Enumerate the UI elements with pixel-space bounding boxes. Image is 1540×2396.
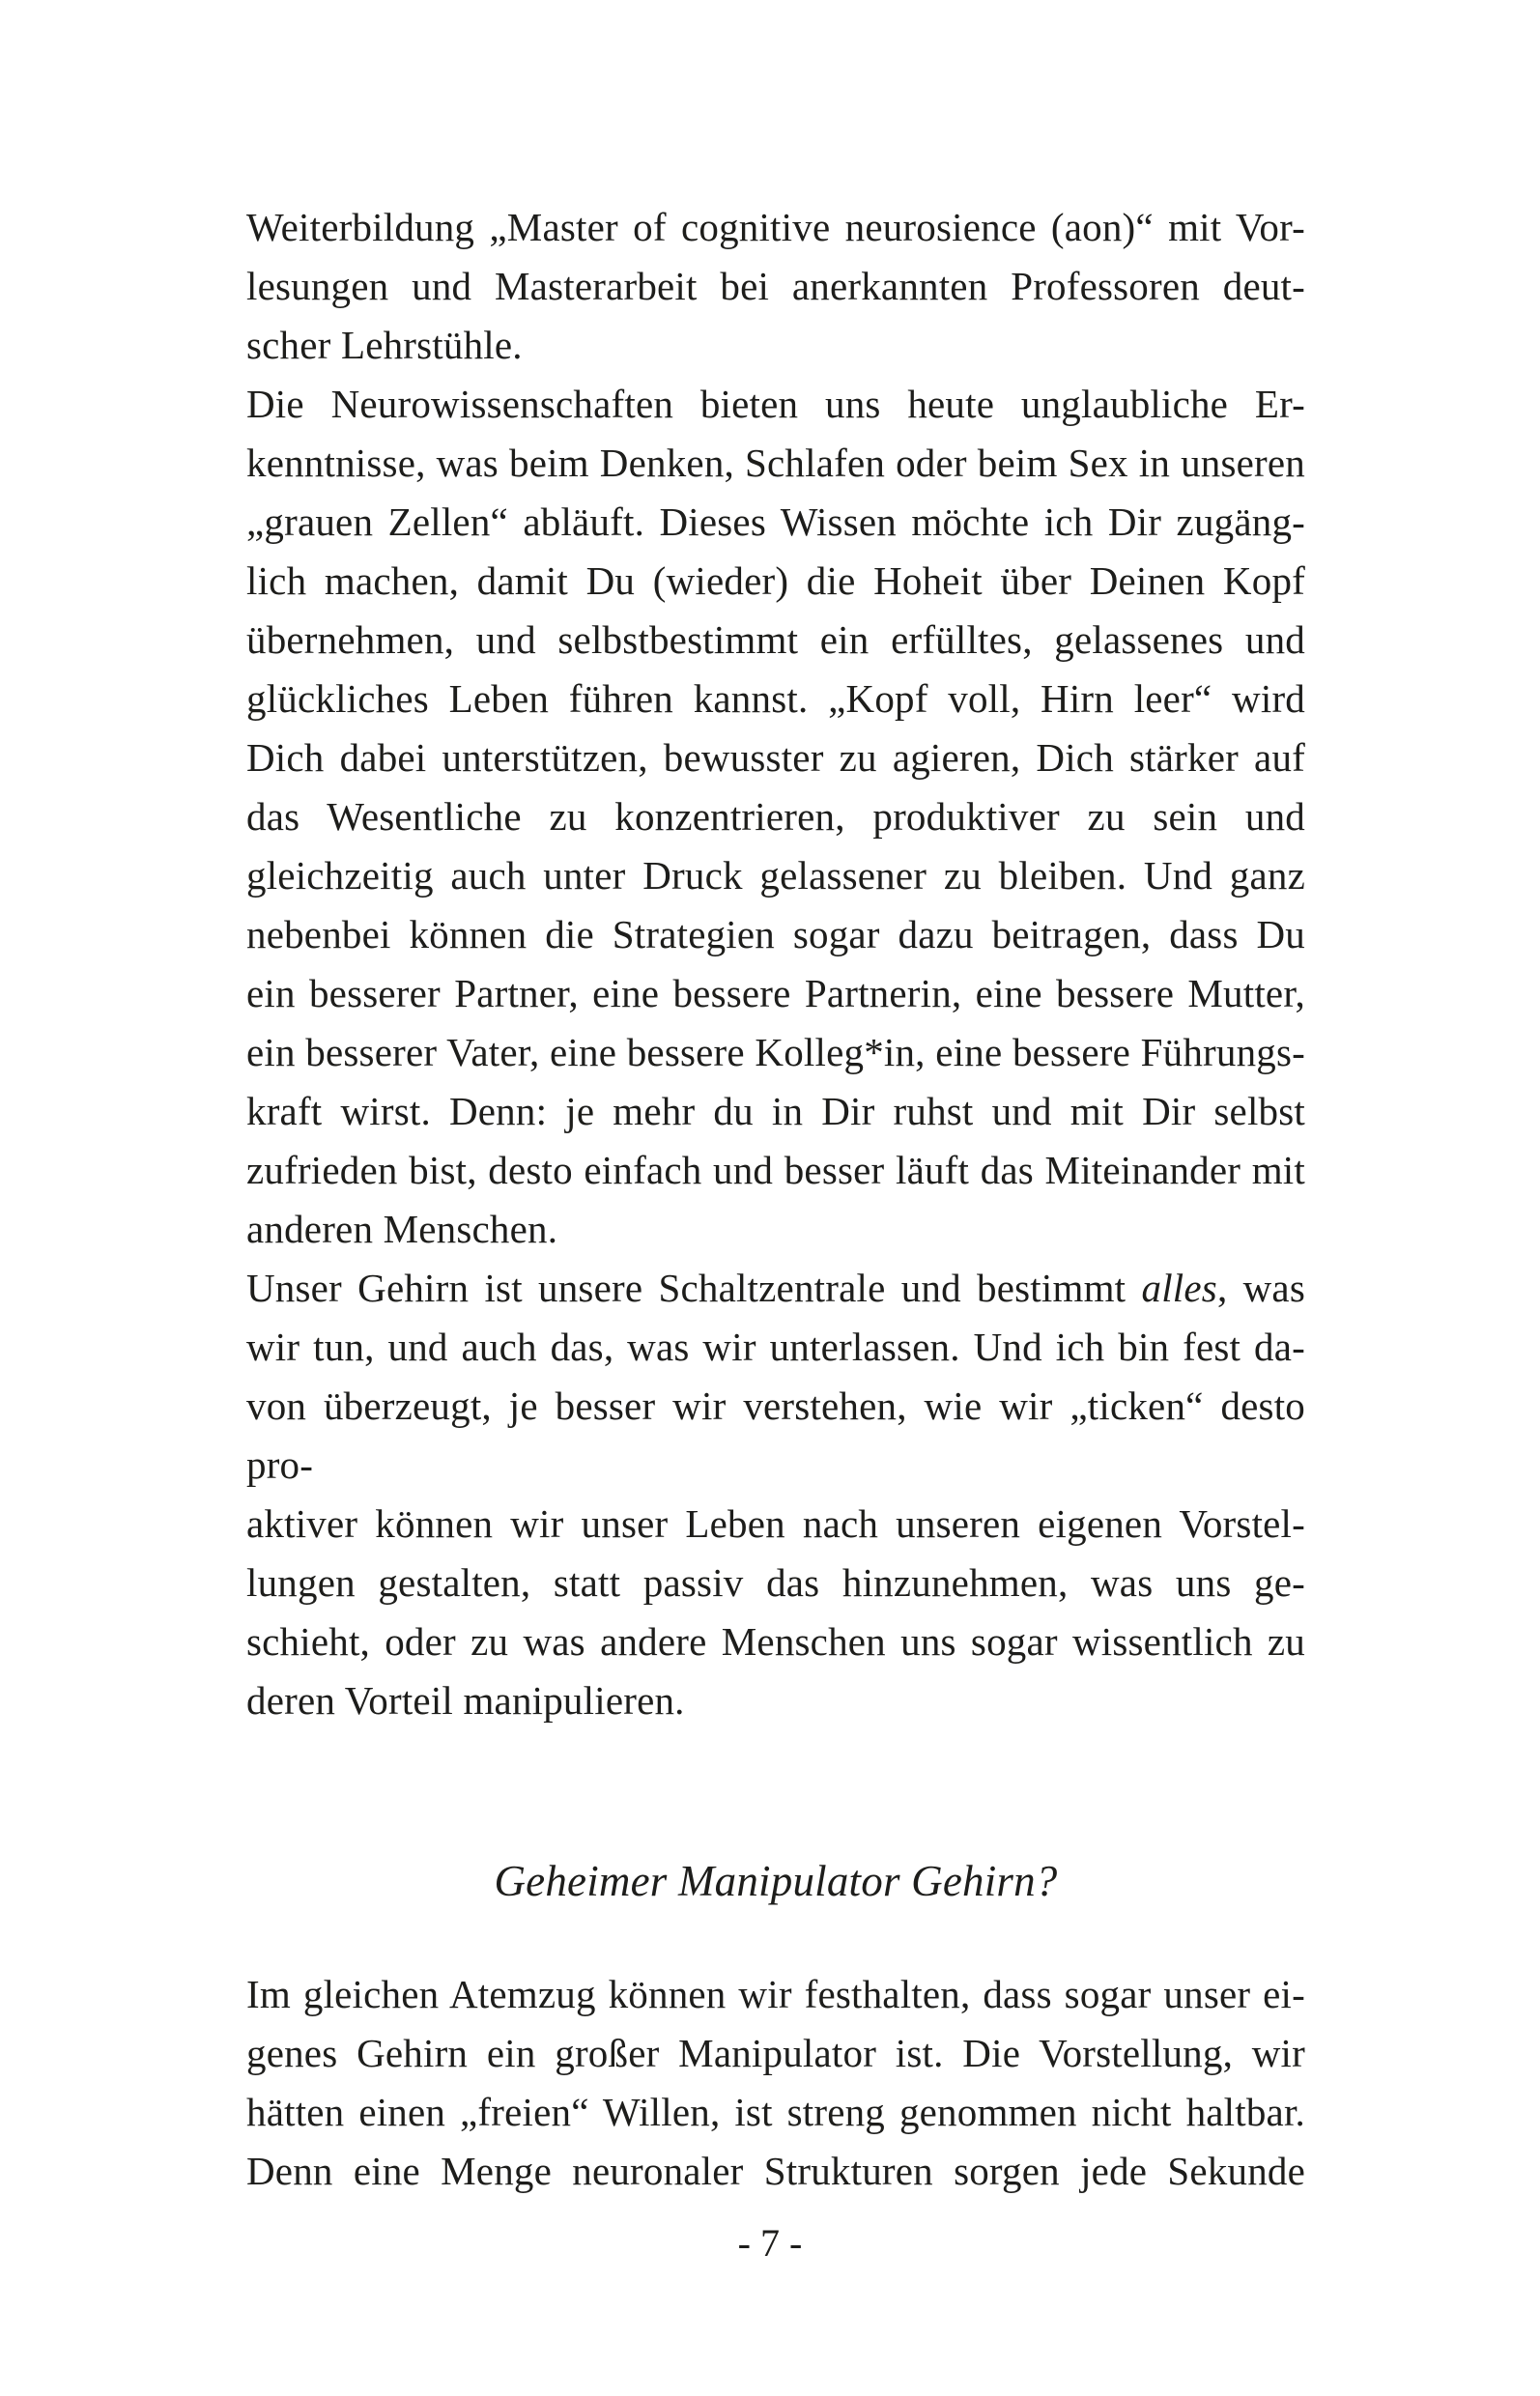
text-line: Die Neurowissenschaften bieten uns heute unglaubliche Er- [246,382,1305,426]
text-line: ein besserer Vater, eine bessere Kolleg*in, eine bessere Führungs- [246,1030,1305,1074]
paragraph-2 [246,375,1305,1259]
text-line: gleichzeitig auch unter Druck gelassener zu bleiben. Und ganz [246,853,1305,898]
text-line: genes Gehirn ein großer Manipulator ist. Die Vorstellung, wir [246,2031,1305,2075]
text-line: ein besserer Partner, eine bessere Partnerin, eine bessere Mutter, [246,971,1305,1015]
text-line: kraft wirst. Denn: je mehr du in Dir ruhst und mit Dir selbst [246,1089,1305,1133]
text-line: zufrieden bist, desto einfach und besser läuft das Miteinander mit [246,1148,1305,1192]
text-line: Im gleichen Atemzug können wir festhalten, dass sogar unser ei- [246,1972,1305,2016]
text-line: lesungen und Masterarbeit bei anerkannten Professoren deut- [246,264,1305,308]
text-line: glückliches Leben führen kannst. „Kopf voll, Hirn leer“ wird [246,676,1305,721]
text-line: scher Lehrstühle. [246,323,523,367]
text-segment: Unser Gehirn ist unsere Schaltzentrale und bestimmt [246,1266,1142,1310]
paragraph-4 [246,1965,1305,2201]
text-block [246,198,1305,2201]
text-line: wir tun, und auch das, was wir unterlassen. Und ich bin fest da- [246,1325,1305,1369]
text-line: schieht, oder zu was andere Menschen uns sogar wissentlich zu [246,1619,1305,1664]
text-segment: , was [1216,1266,1305,1310]
paragraph-1 [246,198,1305,375]
text-line: das Wesentliche zu konzentrieren, produktiver zu sein und [246,794,1305,839]
text-line: hätten einen „freien“ Willen, ist streng genommen nicht haltbar. [246,2090,1305,2134]
text-line: „grauen Zellen“ abläuft. Dieses Wissen möchte ich Dir zugäng- [246,499,1305,544]
text-line: von überzeugt, je besser wir verstehen, wie wir „ticken“ desto pro- [246,1383,1305,1487]
text-line: anderen Menschen. [246,1207,558,1251]
text-line: lich machen, damit Du (wieder) die Hoheit über Deinen Kopf [246,558,1305,603]
text-line: kenntnisse, was beim Denken, Schlafen oder beim Sex in unseren [246,441,1305,485]
text-line: deren Vorteil manipulieren. [246,1678,685,1723]
text-line: nebenbei können die Strategien sogar dazu beitragen, dass Du [246,912,1305,956]
section-heading: Geheimer Manipulator Gehirn? [494,1857,1058,1905]
text-line [246,1259,1305,1318]
italic-word: alles [1141,1266,1217,1310]
page-number: - 7 - [737,2221,803,2265]
text-line: Dich dabei unterstützen, bewusster zu agieren, Dich stärker auf [246,735,1305,780]
text-line: aktiver können wir unser Leben nach unseren eigenen Vorstel- [246,1501,1305,1546]
text-line: übernehmen, und selbstbestimmt ein erfülltes, gelassenes und [246,617,1305,662]
text-line: lungen gestalten, statt passiv das hinzunehmen, was uns ge- [246,1560,1305,1605]
text-line: Denn eine Menge neuronaler Strukturen sorgen jede Sekunde [246,2149,1305,2193]
paragraph-3 [246,1259,1305,1730]
text-line: Weiterbildung „Master of cognitive neurosience (aon)“ mit Vor- [246,205,1305,249]
